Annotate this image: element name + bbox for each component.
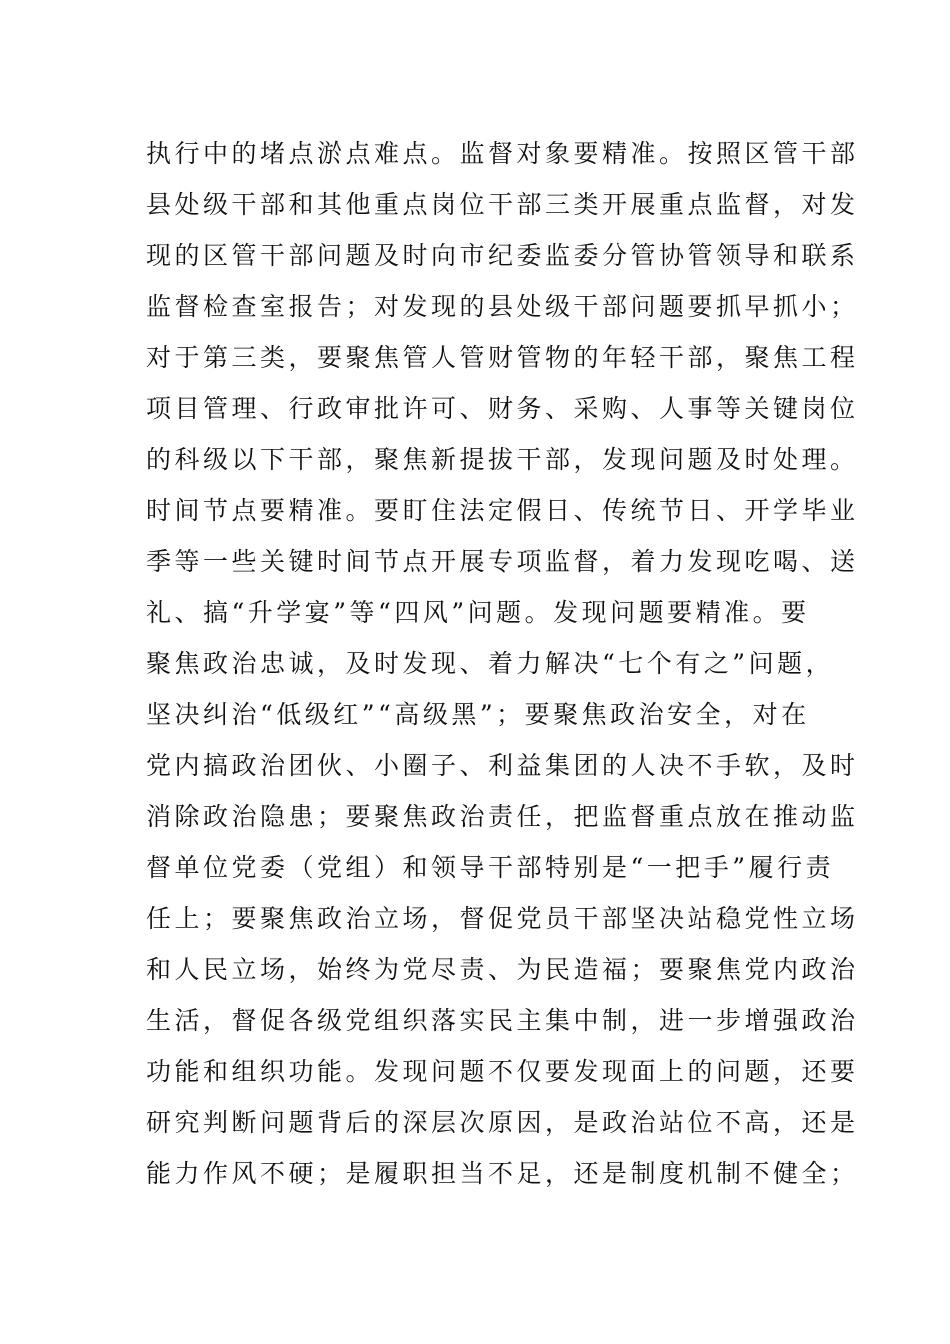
text-line: 任上；要聚焦政治立场，督促党员干部坚决站稳党性立场 (146, 904, 859, 933)
text-line: 执行中的堵点淤点难点。监督对象要精准。按照区管干部 (146, 139, 859, 168)
text-line: 季等一些关键时间节点开展专项监督，着力发现吃喝、送 (146, 547, 859, 576)
text-line: 项目管理、行政审批许可、财务、采购、人事等关键岗位 (146, 394, 859, 423)
text-line: 监督检查室报告；对发现的县处级干部问题要抓早抓小； (146, 292, 859, 321)
text-line: 功能和组织功能。发现问题不仅要发现面上的问题，还要 (146, 1057, 859, 1086)
text-line: 和人民立场，始终为党尽责、为民造福；要聚焦党内政治 (146, 955, 859, 984)
text-line: 能力作风不硬；是履职担当不足，还是制度机制不健全； (146, 1159, 859, 1188)
text-line: 礼、搞“升学宴”等“四风”问题。发现问题要精准。要 (146, 598, 810, 627)
text-line: 对于第三类，要聚焦管人管财管物的年轻干部，聚焦工程 (146, 343, 859, 372)
text-line: 坚决纠治“低级红”“高级黑”；要聚焦政治安全，对在 (146, 700, 810, 729)
text-line: 党内搞政治团伙、小圈子、利益集团的人决不手软，及时 (146, 751, 859, 780)
text-line: 生活，督促各级党组织落实民主集中制，进一步增强政治 (146, 1006, 859, 1035)
text-line: 的科级以下干部，聚焦新提拔干部，发现问题及时处理。 (146, 445, 859, 474)
text-line: 时间节点要精准。要盯住法定假日、传统节日、开学毕业 (146, 496, 859, 525)
body-text (146, 128, 859, 1199)
text-line: 消除政治隐患；要聚焦政治责任，把监督重点放在推动监 (146, 802, 859, 831)
text-line: 县处级干部和其他重点岗位干部三类开展重点监督，对发 (146, 190, 859, 219)
text-line: 聚焦政治忠诚，及时发现、着力解决“七个有之”问题， (146, 649, 835, 678)
text-line: 现的区管干部问题及时向市纪委监委分管协管领导和联系 (146, 241, 859, 270)
text-line: 研究判断问题背后的深层次原因，是政治站位不高，还是 (146, 1108, 859, 1137)
text-line: 督单位党委（党组）和领导干部特别是“一把手”履行责 (146, 853, 835, 882)
